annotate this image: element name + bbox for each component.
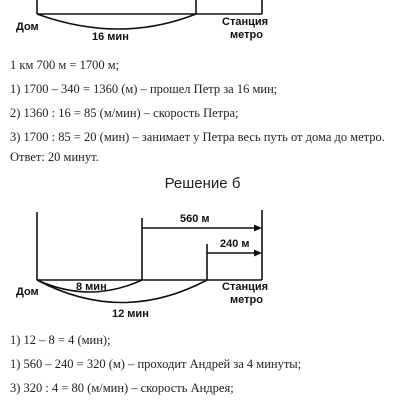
- text-line: 1) 560 – 240 = 320 (м) – проходит Андрей за 4 минуты;: [10, 357, 302, 371]
- text-line: 1 км 700 м = 1700 м;: [10, 58, 120, 72]
- answer-text: Ответ: 20 минут.: [10, 150, 99, 164]
- label-distance-560: 560 м: [180, 213, 210, 225]
- label-station: Станция: [222, 281, 269, 293]
- text-line: 1) 12 – 8 = 4 (мин);: [10, 333, 111, 347]
- label-distance-240: 240 м: [220, 238, 250, 250]
- label-time-12: 12 мин: [112, 308, 149, 320]
- label-home: Дом: [16, 21, 39, 33]
- text-line: 3) 1700 : 85 = 20 (мин) – занимает у Петра весь путь от дома до метро.: [10, 130, 385, 144]
- diagram-b: [0, 200, 405, 328]
- label-station: Станция: [222, 16, 269, 28]
- label-metro: метро: [230, 294, 263, 306]
- text-line: 3) 320 : 4 = 80 (м/мин) – скорость Андрея;: [10, 381, 234, 395]
- diagram-a: [0, 0, 405, 50]
- text-line: 1) 1700 – 340 = 1360 (м) – прошел Петр за 16 мин;: [10, 82, 278, 96]
- label-time-8: 8 мин: [76, 281, 107, 293]
- text-line: 2) 1360 : 16 = 85 (м/мин) – скорость Петра;: [10, 106, 239, 120]
- section-heading: Решение б: [164, 175, 241, 192]
- label-home: Дом: [16, 286, 39, 298]
- label-metro: метро: [230, 29, 263, 41]
- label-duration: 16 мин: [92, 31, 129, 43]
